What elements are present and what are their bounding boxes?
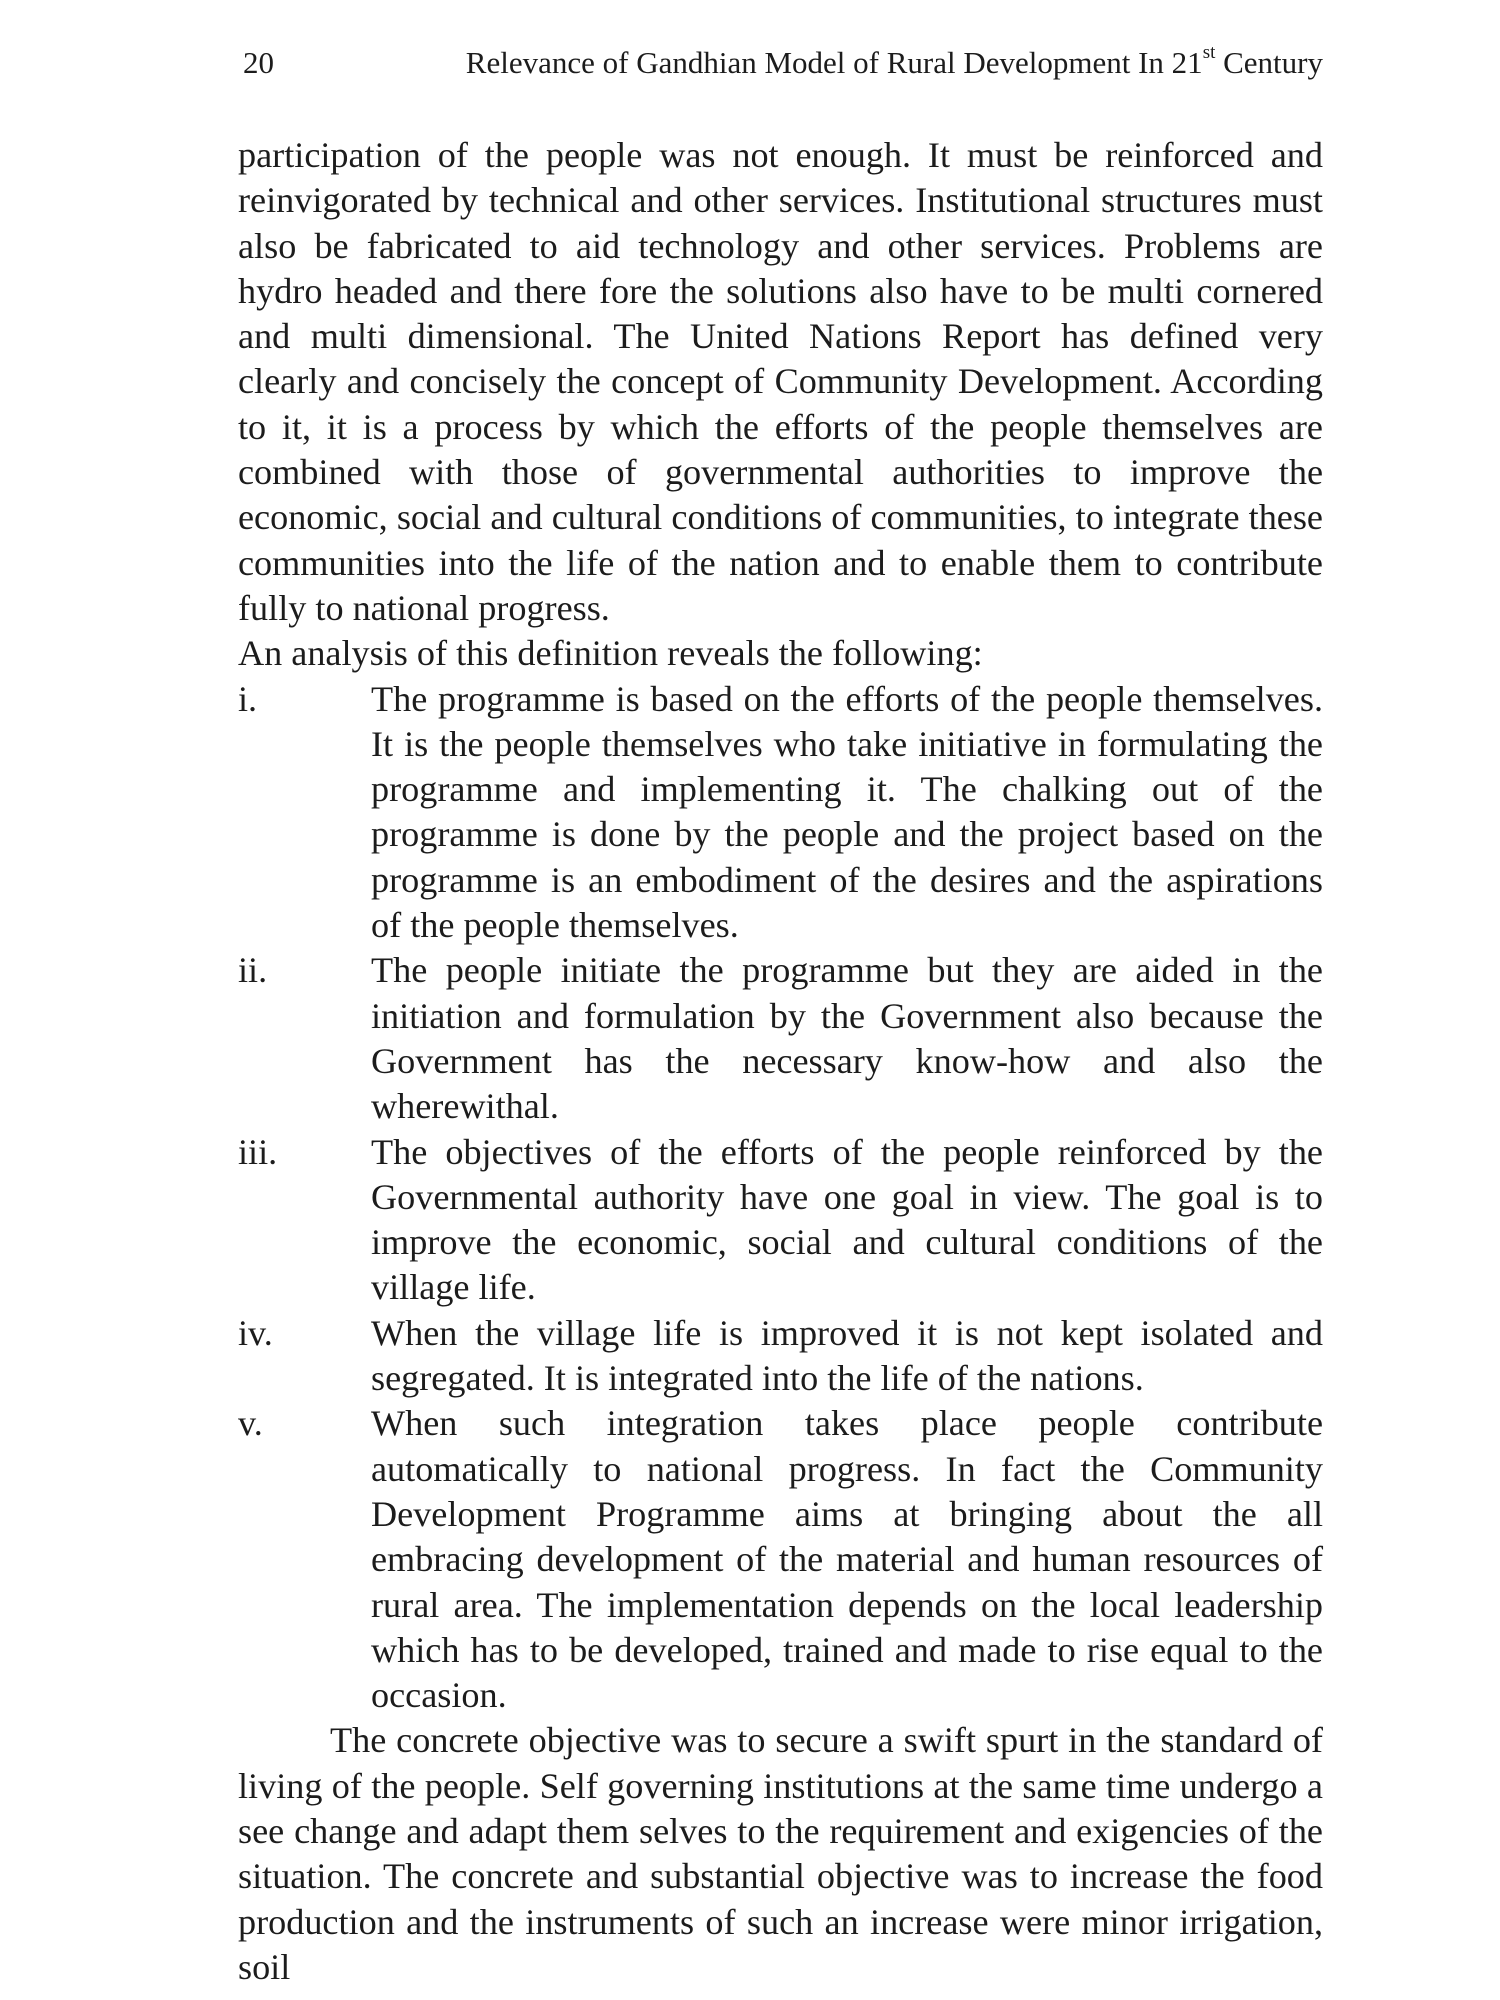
list-item-text: The programme is based on the efforts of the people themselves. It is the people themselves who take initiative in formulating the programme and implementing it. The chalking out of the programme is done by the people and the project based on the programme is an embodiment of the desires and the aspirations of the people themselves. (371, 678, 1323, 946)
page-header (243, 38, 1323, 88)
closing-paragraph: The concrete objective was to secure a swift spurt in the standard of living of the people. Self governing institutions at the same time undergo a see change and adapt them selves to the requirement and exigencies of the situation. The concrete and substantial objective was to increase the food production and the instruments of such an increase were minor irrigation, soil (238, 1720, 1323, 1987)
list-item-number: ii. (238, 950, 268, 991)
running-title-end: Century (1215, 45, 1323, 80)
definition-analysis-list (238, 677, 1323, 1719)
list-item-text: The people initiate the programme but they are aided in the initiation and formulation by the Government also because the Government has the necessary know-how and also the wherewithal. (371, 950, 1323, 1127)
list-item (238, 1130, 1323, 1311)
list-item (238, 948, 1323, 1129)
running-title-main: Relevance of Gandhian Model of Rural Development In 21 (465, 45, 1203, 80)
intro-paragraph: participation of the people was not enough. It must be reinforced and reinvigorated by technical and other services. Institutional structures must also be fabricated to aid technology and other services. Problems are hydro headed and there fore the solutions also have to be multi cornered and multi dimensional. The United Nations Report has defined very clearly and concisely the concept of Community Development. According to it, it is a process by which the efforts of the people themselves are combined with those of governmental authorities to improve the economic, social and cultural conditions of communities, to integrate these communities into the life of the nation and to enable them to contribute fully to national progress. (238, 135, 1323, 628)
list-item (238, 677, 1323, 949)
list-item (238, 1401, 1323, 1718)
running-title-superscript: st (1202, 41, 1216, 63)
running-title (466, 38, 1323, 88)
body-text (238, 133, 1323, 1990)
list-item-number: iv. (238, 1312, 273, 1353)
list-item-text: The objectives of the efforts of the people reinforced by the Governmental authority have one goal in view. The goal is to improve the economic, social and cultural conditions of the village life. (371, 1131, 1323, 1308)
page-number: 20 (243, 45, 274, 80)
list-item-number: i. (238, 678, 258, 719)
list-item (238, 1311, 1323, 1402)
list-item-text: When such integration takes place people contribute automatically to national progress. In fact the Community Development Programme aims at bringing about the all embracing development of the material and human resources of rural area. The implementation depends on the local leadership which has to be developed, trained and made to rise equal to the occasion. (371, 1403, 1323, 1716)
list-item-number: v. (238, 1403, 263, 1444)
list-item-text: When the village life is improved it is not kept isolated and segregated. It is integrated into the life of the nations. (371, 1312, 1323, 1399)
analysis-lead: An analysis of this definition reveals the following: (238, 633, 983, 674)
list-item-number: iii. (238, 1131, 278, 1172)
